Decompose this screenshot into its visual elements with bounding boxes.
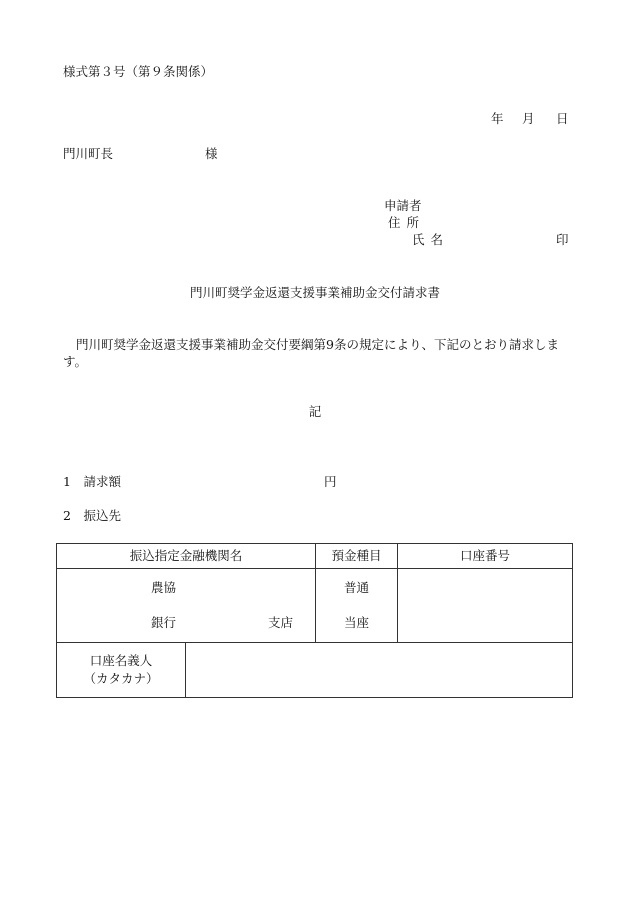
institution-nokyo: 農協 [151,580,177,595]
table-border-bottom [56,697,573,698]
holder-label-line2: （カタカナ） [83,671,159,686]
deposit-type-ordinary: 普通 [344,580,370,595]
account-number-field [398,569,572,642]
institution-bank: 銀行 [151,615,177,630]
holder-name-field [186,643,572,697]
amount-unit: 円 [324,474,337,489]
header-account-number: 口座番号 [459,548,510,563]
document-title: 門川町奨学金返還支援事業補助金交付請求書 [189,285,440,300]
name-label: 氏名 [412,232,450,247]
amount-item-label: 1 請求額 [63,474,121,489]
addressee-honorific: 様 [205,146,218,161]
applicant-heading: 申請者 [384,198,422,213]
ki-heading: 記 [308,404,322,419]
header-deposit-type: 預金種目 [331,548,382,563]
institution-branch: 支店 [268,615,294,630]
seal-label: 印 [556,232,569,247]
body-paragraph: 門川町奨学金返還支援事業補助金交付要綱第9条の規定により、下記のとおり請求します。 [63,337,559,369]
date-year-label: 年 [491,111,504,126]
deposit-type-current: 当座 [344,615,370,630]
addressee-name: 門川町長 [63,146,114,161]
date-month-label: 月 [522,111,535,126]
header-institution: 振込指定金融機関名 [129,548,243,563]
holder-label-line1: 口座名義人 [89,653,153,668]
table-border-right [572,543,573,698]
date-day-label: 日 [556,111,569,126]
transfer-item-label: 2 振込先 [63,508,121,523]
address-label: 住所 [388,215,426,230]
form-number: 様式第３号（第９条関係） [63,64,214,79]
